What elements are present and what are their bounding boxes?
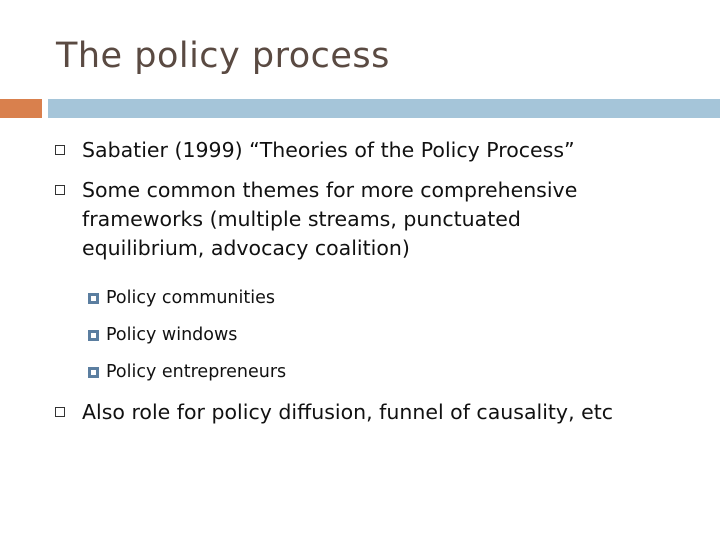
hollow-square-bullet-icon — [55, 407, 65, 417]
bullet-text: Sabatier (1999) “Theories of the Policy Process” — [82, 138, 575, 162]
sub-bullet-text: Policy entrepreneurs — [106, 362, 287, 382]
sub-bullet-item — [0, 324, 720, 346]
hollow-square-bullet-icon — [55, 145, 65, 155]
slide-title: The policy process — [56, 36, 390, 76]
bullet-item — [0, 136, 720, 166]
filled-square-bullet-icon — [88, 293, 99, 304]
filled-square-bullet-icon — [88, 367, 99, 378]
sub-bullet-item — [0, 361, 720, 383]
sub-bullet-text: Policy windows — [106, 325, 238, 345]
bullet-item — [0, 398, 720, 428]
bullet-text: Also role for policy diffusion, funnel of causality, etc — [82, 400, 614, 424]
sub-bullet-item — [0, 287, 720, 309]
hollow-square-bullet-icon — [55, 185, 65, 195]
sub-bullet-text: Policy communities — [106, 288, 275, 308]
title-rule-bar — [48, 99, 720, 118]
filled-square-bullet-icon — [88, 330, 99, 341]
bullet-item — [0, 176, 720, 266]
title-rule-accent — [0, 99, 42, 118]
bullet-text: Some common themes for more comprehensive frameworks (multiple streams, punctuated equilibrium, advocacy coalition) — [82, 178, 578, 260]
